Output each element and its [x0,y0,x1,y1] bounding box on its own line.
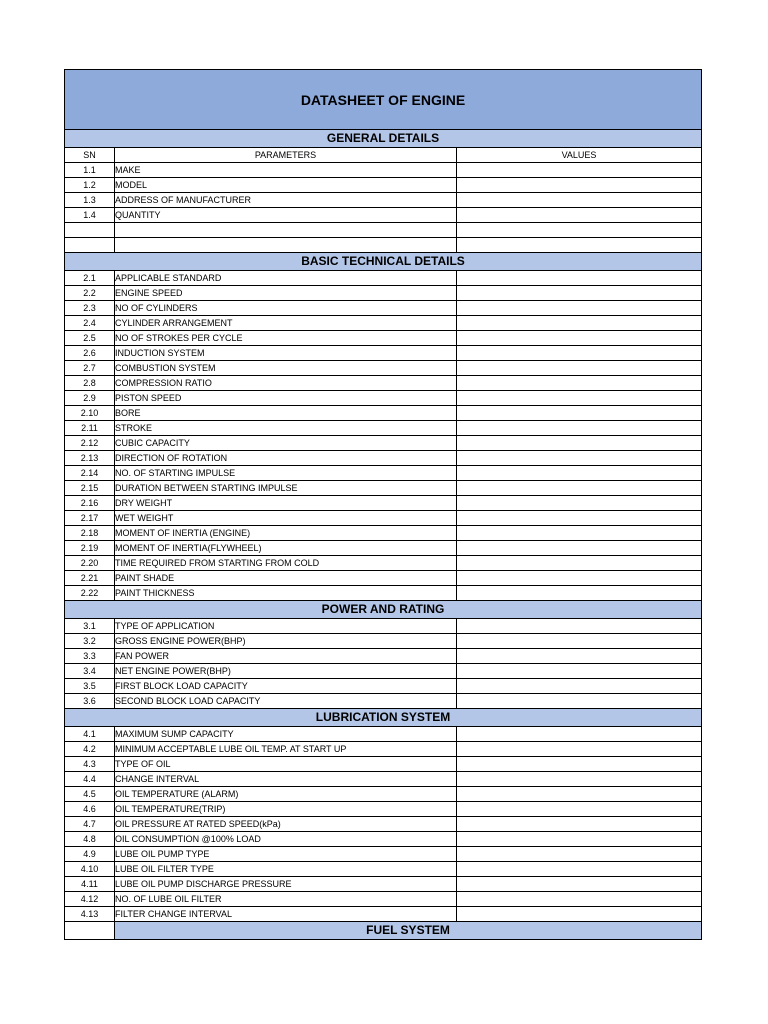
row-sn: 4.7 [65,817,115,832]
blank-sn-cell [65,922,115,940]
table-row [65,331,702,346]
row-value-cell[interactable] [457,556,702,571]
row-sn: 4.9 [65,847,115,862]
row-value-cell[interactable] [457,892,702,907]
row-value-cell[interactable] [457,421,702,436]
row-parameter: ADDRESS OF MANUFACTURER [115,193,457,208]
row-parameter: CHANGE INTERVAL [115,772,457,787]
row-value-cell[interactable] [457,862,702,877]
table-row [65,619,702,634]
table-row [65,862,702,877]
row-value-cell[interactable] [457,772,702,787]
row-sn: 1.3 [65,193,115,208]
row-parameter: QUANTITY [115,208,457,223]
table-row [65,556,702,571]
table-row [65,817,702,832]
table-row [65,193,702,208]
row-value-cell[interactable] [457,727,702,742]
row-parameter: PISTON SPEED [115,391,457,406]
row-value-cell[interactable] [457,664,702,679]
row-sn: 2.1 [65,271,115,286]
row-sn [65,238,115,253]
row-parameter: MOMENT OF INERTIA (ENGINE) [115,526,457,541]
row-parameter: CUBIC CAPACITY [115,436,457,451]
table-row [65,847,702,862]
table-row [65,586,702,601]
table-row [65,346,702,361]
row-sn: 4.8 [65,832,115,847]
row-value-cell[interactable] [457,391,702,406]
row-parameter: COMBUSTION SYSTEM [115,361,457,376]
row-sn: 2.10 [65,406,115,421]
table-row [65,286,702,301]
row-value-cell[interactable] [457,193,702,208]
row-parameter: NO OF STROKES PER CYCLE [115,331,457,346]
row-parameter: TYPE OF APPLICATION [115,619,457,634]
table-row [65,238,702,253]
row-value-cell[interactable] [457,694,702,709]
row-sn: 2.7 [65,361,115,376]
row-value-cell[interactable] [457,541,702,556]
table-row [65,634,702,649]
row-sn: 2.4 [65,316,115,331]
table-row [65,802,702,817]
row-parameter: OIL PRESSURE AT RATED SPEED(kPa) [115,817,457,832]
section-header-row [65,922,702,940]
table-row [65,481,702,496]
row-sn: 4.2 [65,742,115,757]
row-parameter: STROKE [115,421,457,436]
row-sn: 2.17 [65,511,115,526]
row-value-cell[interactable] [457,361,702,376]
row-parameter: MAXIMUM SUMP CAPACITY [115,727,457,742]
row-parameter: PAINT THICKNESS [115,586,457,601]
row-value-cell[interactable] [457,316,702,331]
column-header-parameters: PARAMETERS [115,148,457,163]
row-sn: 3.4 [65,664,115,679]
row-sn: 4.4 [65,772,115,787]
datasheet-body [65,70,702,940]
row-sn: 2.22 [65,586,115,601]
row-sn: 3.2 [65,634,115,649]
row-parameter: DIRECTION OF ROTATION [115,451,457,466]
table-row [65,877,702,892]
table-row [65,571,702,586]
row-sn: 3.1 [65,619,115,634]
table-row [65,466,702,481]
row-value-cell[interactable] [457,481,702,496]
row-parameter: INDUCTION SYSTEM [115,346,457,361]
table-row [65,694,702,709]
row-value-cell[interactable] [457,757,702,772]
row-parameter: MINIMUM ACCEPTABLE LUBE OIL TEMP. AT START UP [115,742,457,757]
row-sn: 2.16 [65,496,115,511]
row-parameter [115,223,457,238]
row-value-cell[interactable] [457,376,702,391]
row-sn: 2.15 [65,481,115,496]
row-sn: 4.12 [65,892,115,907]
row-sn: 4.10 [65,862,115,877]
row-sn: 2.6 [65,346,115,361]
row-sn: 2.18 [65,526,115,541]
column-header-sn: SN [65,148,115,163]
table-row [65,664,702,679]
row-sn: 2.12 [65,436,115,451]
row-parameter: OIL CONSUMPTION @100% LOAD [115,832,457,847]
row-parameter: APPLICABLE STANDARD [115,271,457,286]
row-parameter: OIL TEMPERATURE (ALARM) [115,787,457,802]
section-title: POWER AND RATING [65,601,702,619]
table-row [65,361,702,376]
row-sn: 2.19 [65,541,115,556]
table-row [65,376,702,391]
table-row [65,223,702,238]
table-row [65,787,702,802]
row-value-cell[interactable] [457,832,702,847]
section-header-row [65,130,702,148]
row-value-cell[interactable] [457,271,702,286]
row-sn: 2.20 [65,556,115,571]
datasheet-title: DATASHEET OF ENGINE [65,70,702,130]
row-sn: 4.6 [65,802,115,817]
column-header-row [65,148,702,163]
section-title: FUEL SYSTEM [115,922,702,940]
table-row [65,271,702,286]
table-row [65,832,702,847]
row-value-cell[interactable] [457,787,702,802]
row-sn: 4.13 [65,907,115,922]
table-row [65,541,702,556]
row-value-cell[interactable] [457,571,702,586]
table-row [65,451,702,466]
row-value-cell[interactable] [457,742,702,757]
section-title: LUBRICATION SYSTEM [65,709,702,727]
row-sn: 2.8 [65,376,115,391]
row-parameter: FILTER CHANGE INTERVAL [115,907,457,922]
row-parameter: BORE [115,406,457,421]
table-row [65,406,702,421]
table-row [65,436,702,451]
row-value-cell[interactable] [457,679,702,694]
row-parameter: MODEL [115,178,457,193]
row-sn: 2.9 [65,391,115,406]
row-sn: 4.11 [65,877,115,892]
row-value-cell[interactable] [457,907,702,922]
row-sn: 4.5 [65,787,115,802]
row-sn: 3.5 [65,679,115,694]
row-parameter: NO. OF LUBE OIL FILTER [115,892,457,907]
row-parameter: PAINT SHADE [115,571,457,586]
row-value-cell[interactable] [457,649,702,664]
row-value-cell[interactable] [457,406,702,421]
section-header-row [65,253,702,271]
section-header-row [65,601,702,619]
table-row [65,208,702,223]
row-sn: 2.11 [65,421,115,436]
row-parameter: NO. OF STARTING IMPULSE [115,466,457,481]
row-parameter: COMPRESSION RATIO [115,376,457,391]
row-value-cell[interactable] [457,634,702,649]
row-sn: 2.21 [65,571,115,586]
table-row [65,757,702,772]
row-value-cell[interactable] [457,346,702,361]
row-sn: 4.1 [65,727,115,742]
row-value-cell[interactable] [457,286,702,301]
row-value-cell[interactable] [457,619,702,634]
row-sn: 1.2 [65,178,115,193]
row-sn: 1.4 [65,208,115,223]
row-parameter: MAKE [115,163,457,178]
row-value-cell[interactable] [457,877,702,892]
row-parameter: NO OF CYLINDERS [115,301,457,316]
row-sn [65,223,115,238]
row-value-cell[interactable] [457,163,702,178]
table-row [65,391,702,406]
row-sn: 2.2 [65,286,115,301]
table-row [65,742,702,757]
row-parameter: NET ENGINE POWER(BHP) [115,664,457,679]
row-sn: 3.3 [65,649,115,664]
table-row [65,496,702,511]
row-value-cell[interactable] [457,802,702,817]
row-value-cell[interactable] [457,436,702,451]
row-parameter: LUBE OIL FILTER TYPE [115,862,457,877]
row-parameter: GROSS ENGINE POWER(BHP) [115,634,457,649]
row-parameter: DURATION BETWEEN STARTING IMPULSE [115,481,457,496]
row-sn: 1.1 [65,163,115,178]
table-row [65,511,702,526]
row-sn: 2.14 [65,466,115,481]
row-sn: 2.13 [65,451,115,466]
title-row [65,70,702,130]
row-parameter: DRY WEIGHT [115,496,457,511]
row-value-cell[interactable] [457,496,702,511]
row-value-cell[interactable] [457,817,702,832]
row-value-cell[interactable] [457,208,702,223]
table-row [65,772,702,787]
table-row [65,421,702,436]
table-row [65,178,702,193]
row-parameter: TYPE OF OIL [115,757,457,772]
row-value-cell[interactable] [457,586,702,601]
table-row [65,526,702,541]
row-value-cell[interactable] [457,511,702,526]
row-parameter: LUBE OIL PUMP DISCHARGE PRESSURE [115,877,457,892]
row-value-cell[interactable] [457,526,702,541]
section-header-row [65,709,702,727]
row-parameter: MOMENT OF INERTIA(FLYWHEEL) [115,541,457,556]
row-parameter: OIL TEMPERATURE(TRIP) [115,802,457,817]
row-value-cell[interactable] [457,238,702,253]
table-row [65,727,702,742]
section-title: GENERAL DETAILS [65,130,702,148]
table-row [65,892,702,907]
row-sn: 4.3 [65,757,115,772]
table-row [65,907,702,922]
row-parameter: CYLINDER ARRANGEMENT [115,316,457,331]
engine-datasheet-table [64,69,702,940]
table-row [65,316,702,331]
row-value-cell[interactable] [457,301,702,316]
table-row [65,301,702,316]
row-value-cell[interactable] [457,331,702,346]
row-parameter [115,238,457,253]
row-parameter: SECOND BLOCK LOAD CAPACITY [115,694,457,709]
row-value-cell[interactable] [457,223,702,238]
table-row [65,163,702,178]
row-value-cell[interactable] [457,178,702,193]
table-row [65,679,702,694]
row-sn: 3.6 [65,694,115,709]
row-sn: 2.3 [65,301,115,316]
row-parameter: WET WEIGHT [115,511,457,526]
row-value-cell[interactable] [457,466,702,481]
row-value-cell[interactable] [457,451,702,466]
column-header-values: VALUES [457,148,702,163]
section-title: BASIC TECHNICAL DETAILS [65,253,702,271]
row-parameter: FAN POWER [115,649,457,664]
row-parameter: TIME REQUIRED FROM STARTING FROM COLD [115,556,457,571]
table-row [65,649,702,664]
row-value-cell[interactable] [457,847,702,862]
row-parameter: ENGINE SPEED [115,286,457,301]
row-parameter: FIRST BLOCK LOAD CAPACITY [115,679,457,694]
row-sn: 2.5 [65,331,115,346]
row-parameter: LUBE OIL PUMP TYPE [115,847,457,862]
